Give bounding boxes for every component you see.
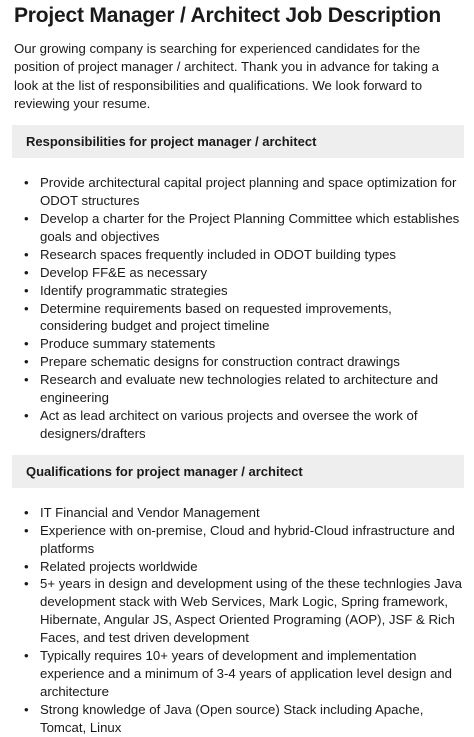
list-item — [24, 335, 462, 353]
list-item — [24, 246, 462, 264]
bullet-icon: • — [24, 407, 29, 423]
list-item — [24, 264, 462, 282]
bullet-icon: • — [24, 648, 29, 664]
list-item-text: Develop a charter for the Project Planning Committee which establishes goals and objectives — [40, 211, 460, 244]
list-item-text: Research and evaluate new technologies related to architecture and engineering — [40, 372, 439, 406]
list-item-text: Prepare schematic designs for construction contract drawings — [40, 354, 400, 370]
bullet-icon: • — [24, 558, 29, 574]
responsibilities-list — [14, 158, 462, 443]
list-item-text: Provide architectural capital project planning and space optimization for ODOT structures — [40, 175, 457, 209]
list-item-text: Identify programmatic strategies — [40, 282, 228, 298]
list-item-text: Research spaces frequently included in ODOT building types — [40, 246, 397, 262]
list-item-text: 5+ years in design and development using of the these technlogies Java development stack with Web Services, Mark Logic, Spring framework, Hibernate, Angular JS, Aspect Oriented Programing (AOP), JSF & Rich Faces, and test driven development — [40, 576, 462, 646]
bullet-icon: • — [24, 354, 29, 370]
bullet-icon: • — [24, 300, 29, 316]
list-item-text: Strong knowledge of Java (Open source) Stack including Apache, Tomcat, Linux — [40, 701, 424, 735]
list-item-text: Develop FF&E as necessary — [40, 264, 208, 280]
bullet-icon: • — [24, 175, 29, 191]
list-item — [24, 282, 462, 300]
list-item — [24, 407, 462, 443]
list-item-text: Produce summary statements — [40, 336, 216, 352]
list-item — [24, 701, 462, 737]
bullet-icon: • — [24, 264, 29, 280]
bullet-icon: • — [24, 701, 29, 717]
qualifications-heading: Qualifications for project manager / architect — [12, 455, 464, 488]
bullet-icon: • — [24, 246, 29, 262]
list-item-text: Experience with on-premise, Cloud and hybrid-Cloud infrastructure and platforms — [40, 522, 455, 556]
list-item-text: Determine requirements based on requested improvements, considering budget and project timeline — [40, 300, 392, 334]
bullet-icon: • — [24, 522, 29, 538]
responsibilities-heading: Responsibilities for project manager / architect — [12, 125, 464, 158]
list-item — [24, 174, 462, 210]
list-item-text: Act as lead architect on various projects and oversee the work of designers/drafters — [40, 407, 418, 441]
bullet-icon: • — [24, 372, 29, 388]
list-item — [24, 353, 462, 371]
qualifications-list — [14, 488, 462, 737]
list-item — [24, 575, 462, 647]
bullet-icon: • — [24, 282, 29, 298]
bullet-icon: • — [24, 336, 29, 352]
list-item-text: IT Financial and Vendor Management — [40, 504, 260, 520]
list-item — [24, 371, 462, 407]
bullet-icon: • — [24, 504, 29, 520]
list-item — [24, 504, 462, 522]
list-item-text: Typically requires 10+ years of development and implementation experience and a minimum of 3-4 years of application level design and architecture — [40, 648, 452, 699]
list-item — [24, 522, 462, 558]
list-item — [24, 210, 462, 246]
list-item-text: Related projects worldwide — [40, 558, 198, 574]
bullet-icon: • — [24, 211, 29, 226]
list-item — [24, 558, 462, 576]
intro-paragraph: Our growing company is searching for experienced candidates for the position of project manager / architect. Thank you in advance for taking a look at the list of responsibilities and qualifications. We look forward to reviewing your resume. — [14, 41, 439, 111]
list-item — [24, 300, 462, 336]
list-item — [24, 647, 462, 701]
bullet-icon: • — [24, 576, 29, 592]
page-title: Project Manager / Architect Job Description — [14, 4, 442, 27]
